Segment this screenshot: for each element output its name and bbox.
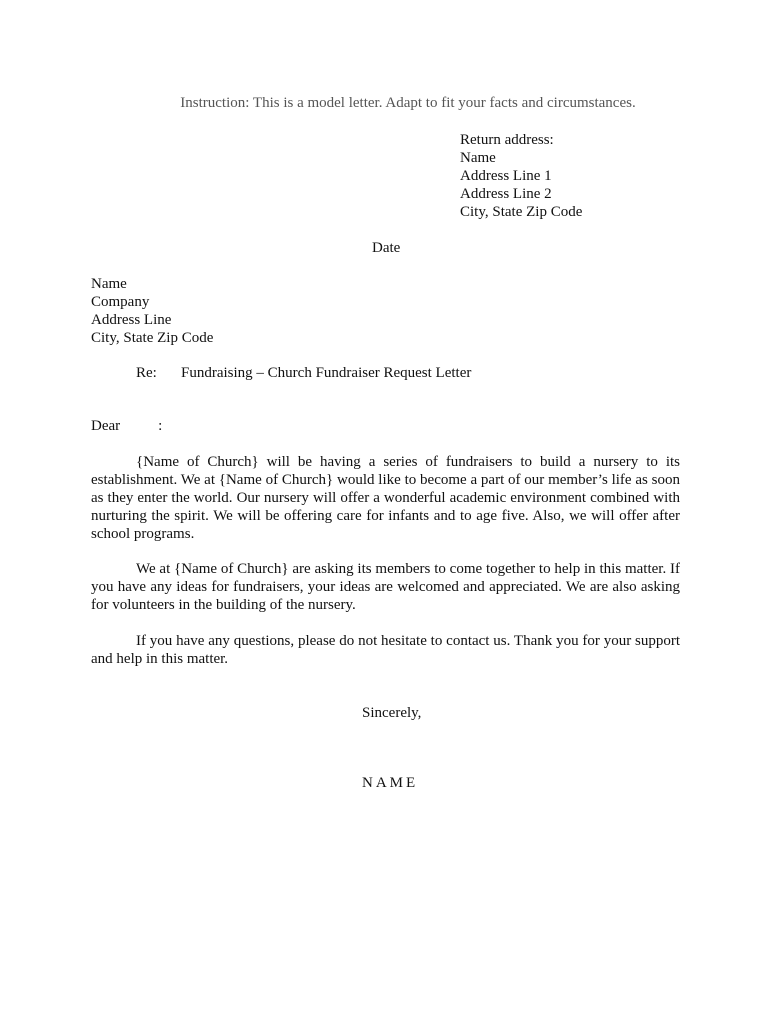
recipient-address-block [91,275,213,347]
return-address-line-1: Address Line 1 [460,168,552,184]
recipient-address-line: Address Line [91,312,172,328]
closing: Sincerely, [362,705,422,721]
subject-label: Re: [136,365,157,381]
body-paragraph-3: If you have any questions, please do not hesitate to contact us. Thank you for your support and help in this matter. [91,633,680,667]
recipient-city-state-zip: City, State Zip Code [91,330,214,346]
letter-date: Date [372,240,401,256]
return-address-city-state-zip: City, State Zip Code [460,204,583,220]
subject-text: Fundraising – Church Fundraiser Request Letter [181,365,472,381]
recipient-company: Company [91,294,150,310]
signature-name: NAME [362,775,419,791]
body-paragraph-1: {Name of Church} will be having a series of fundraisers to build a nursery to its establishment. We at {Name of Church} would like to become a part of our member’s life as soon as they enter the world. Our nursery will offer a wonderful academic environment combined with nurturing the spirit. We will be offering care for infants and to age five. Also, we will offer after school programs. [91,454,680,542]
return-address-heading: Return address: [460,132,554,148]
salutation [91,417,162,435]
return-address-block [460,131,582,221]
recipient-name: Name [91,276,127,292]
return-address-name: Name [460,150,496,166]
salutation-colon: : [158,418,163,434]
return-address-line-2: Address Line 2 [460,186,552,202]
body-paragraph-2: We at {Name of Church} are asking its members to come together to help in this matter. If you have any ideas for fundraisers, your ideas are welcomed and appreciated. We are also asking for volunteers in the building of the nursery. [91,561,680,613]
salutation-word: Dear [91,418,121,434]
instruction-note: Instruction: This is a model letter. Adapt to fit your facts and circumstances. [180,95,636,111]
subject-line [136,364,471,382]
